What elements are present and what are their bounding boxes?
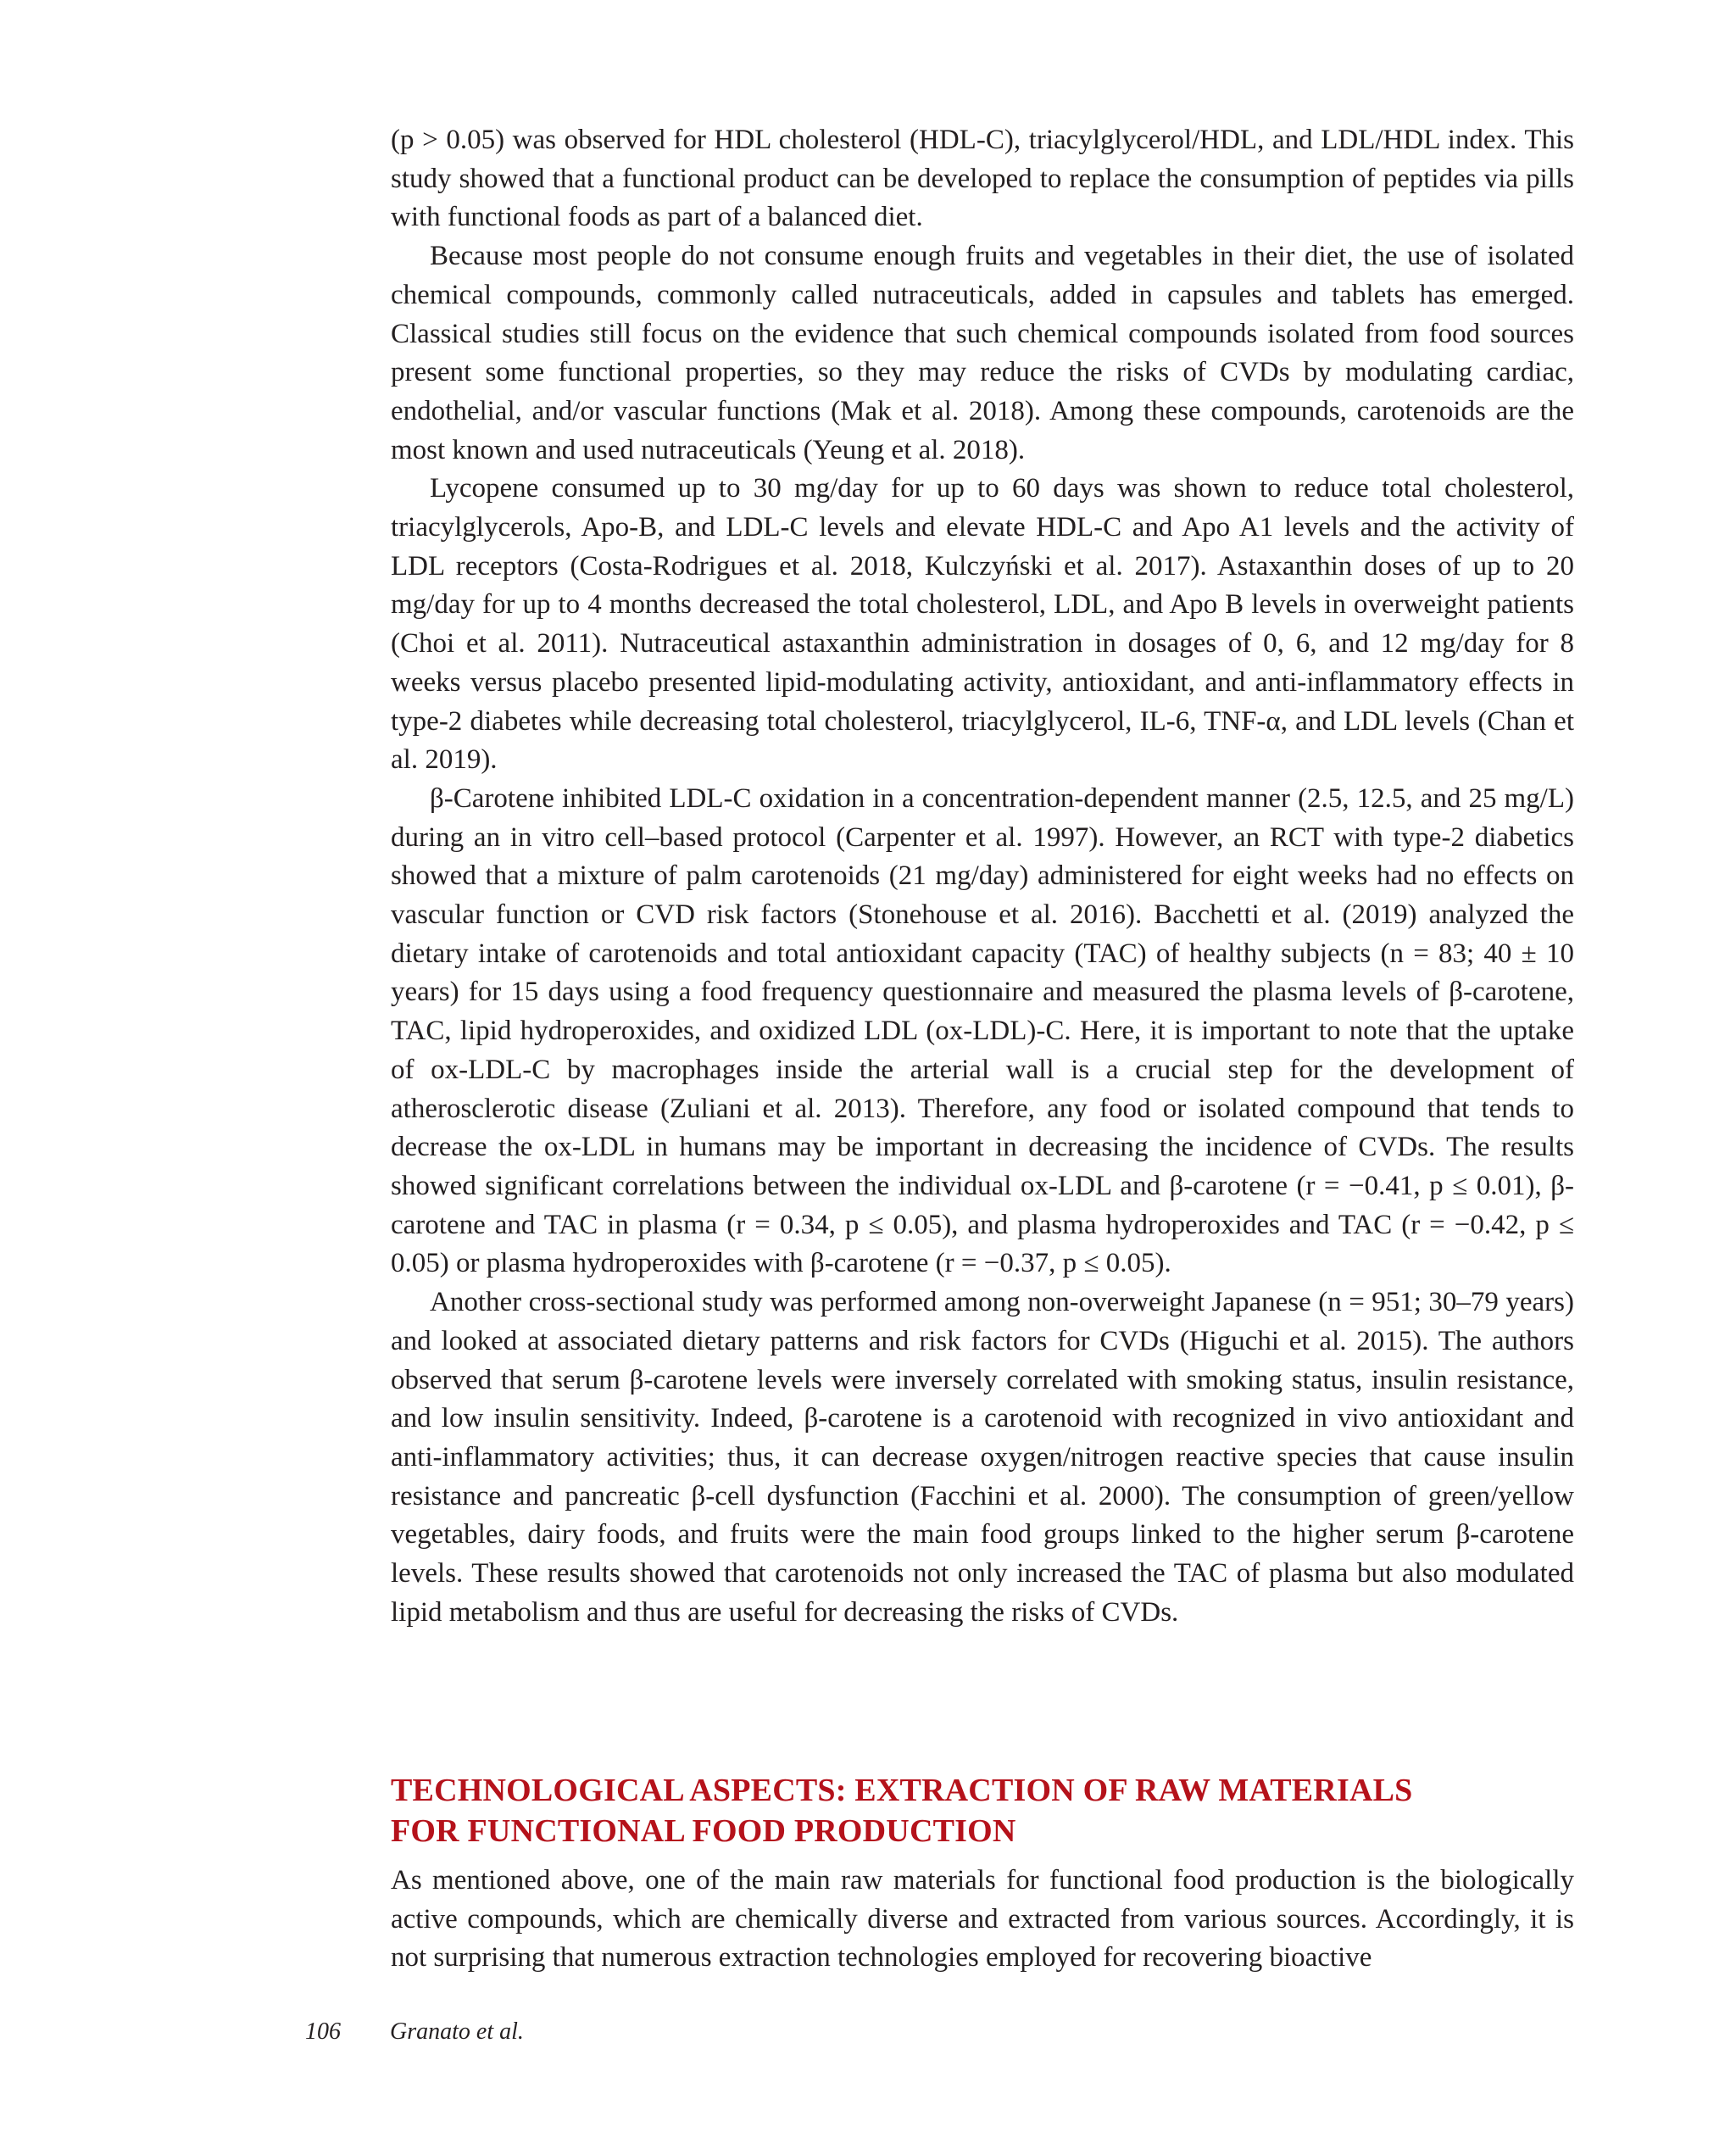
body-text-bottom <box>391 1862 1574 1978</box>
section-heading-line-1: TECHNOLOGICAL ASPECTS: EXTRACTION OF RAW MATERIALS <box>391 1773 1413 1808</box>
paragraph-cross-sectional-study: Another cross-sectional study was performed among non-overweight Japanese (n = 951; 30–79 years) and looked at associated dietary patterns and risk factors for CVDs (Higuchi et al. 2015). The authors observed that serum β-carotene levels were inversely correlated with smoking status, insulin resistance, and low insulin sensitivity. Indeed, β-carotene is a carotenoid with recognized in vivo antioxidant and anti-inflammatory activities; thus, it can decrease oxygen/nitrogen reactive species that cause insulin resistance and pancreatic β-cell dysfunction (Facchini et al. 2000). The consumption of green/yellow vegetables, dairy foods, and fruits were the main food groups linked to the higher serum β-carotene levels. These results showed that carotenoids not only increased the TAC of plasma but also modulated lipid metabolism and thus are useful for decreasing the risks of CVDs. <box>391 1287 1574 1628</box>
page-number: 106 <box>305 2018 341 2045</box>
paragraph-extraction-intro: As mentioned above, one of the main raw materials for functional food production is the biologically active compounds, which are chemically diverse and extracted from various sources. Accordingly, it is not surprising that numerous extraction technologies employed for recovering bioactive <box>391 1865 1574 1974</box>
section-heading-line-2: FOR FUNCTIONAL FOOD PRODUCTION <box>391 1813 1016 1849</box>
body-text-top <box>391 121 1574 1632</box>
paragraph-continuation: (p > 0.05) was observed for HDL cholesterol (HDL-C), triacylglycerol/HDL, and LDL/HDL index. This study showed that a functional product can be developed to replace the consumption of peptides via pills with functional foods as part of a balanced diet. <box>391 125 1574 233</box>
paragraph-lycopene-astaxanthin: Lycopene consumed up to 30 mg/day for up to 60 days was shown to reduce total cholesterol, triacylglycerols, Apo-B, and LDL-C levels and elevate HDL-C and Apo A1 levels and the activity of LDL receptors (Costa-Rodrigues et al. 2018, Kulczyński et al. 2017). Astaxanthin doses of up to 20 mg/day for up to 4 months decreased the total cholesterol, LDL, and Apo B levels in overweight patients (Choi et al. 2011). Nutraceutical astaxanthin administration in dosages of 0, 6, and 12 mg/day for 8 weeks versus placebo presented lipid-modulating activity, antioxidant, and anti-inflammatory effects in type-2 diabetes while decreasing total cholesterol, triacylglycerol, IL-6, TNF-α, and LDL levels (Chan et al. 2019). <box>391 473 1574 776</box>
section-heading <box>391 1770 1574 1851</box>
paragraph-nutraceuticals: Because most people do not consume enough fruits and vegetables in their diet, the use of isolated chemical compounds, commonly called nutraceuticals, added in capsules and tablets has emerged. Classical studies still focus on the evidence that such chemical compounds isolated from food sources present some functional properties, so they may reduce the risks of CVDs by modulating cardiac, endothelial, and/or vascular functions (Mak et al. 2018). Among these compounds, carotenoids are the most known and used nutraceuticals (Yeung et al. 2018). <box>391 241 1574 465</box>
running-author: Granato et al. <box>390 2018 524 2045</box>
paragraph-beta-carotene: β-Carotene inhibited LDL-C oxidation in a concentration-dependent manner (2.5, 12.5, and 25 mg/L) during an in vitro cell–based protocol (Carpenter et al. 1997). However, an RCT with type-2 diabetics showed that a mixture of palm carotenoids (21 mg/day) administered for eight weeks had no effects on vascular function or CVD risk factors (Stonehouse et al. 2016). Bacchetti et al. (2019) analyzed the dietary intake of carotenoids and total antioxidant capacity (TAC) of healthy subjects (n = 83; 40 ± 10 years) for 15 days using a food frequency questionnaire and measured the plasma levels of β-carotene, TAC, lipid hydroperoxides, and oxidized LDL (ox-LDL)-C. Here, it is important to note that the uptake of ox-LDL-C by macrophages inside the arterial wall is a crucial step for the development of atherosclerotic disease (Zuliani et al. 2013). Therefore, any food or isolated compound that tends to decrease the ox-LDL in humans may be important in decreasing the incidence of CVDs. The results showed significant correlations between the individual ox-LDL and β-carotene (r = −0.41, p ≤ 0.01), β-carotene and TAC in plasma (r = 0.34, p ≤ 0.05), and plasma hydroperoxides and TAC (r = −0.42, p ≤ 0.05) or plasma hydroperoxides with β-carotene (r = −0.37, p ≤ 0.05). <box>391 782 1574 1279</box>
